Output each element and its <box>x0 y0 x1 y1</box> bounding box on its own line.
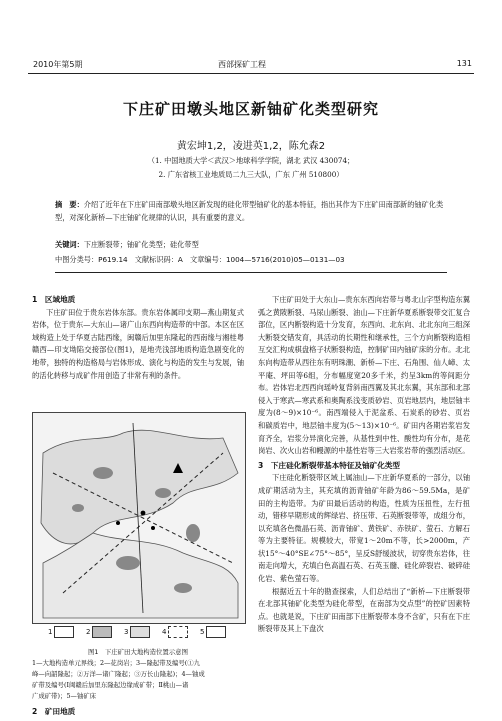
legend-item: 4 <box>162 626 194 638</box>
figure-caption-line: 1—大地构造单元界线；2—花岗岩；3—隆起带及编号(①九 <box>32 659 201 667</box>
keywords <box>55 238 447 251</box>
figure-legend <box>48 626 248 640</box>
legend-item: 2 <box>86 626 118 638</box>
affiliation-1: （1. 中国地质大学＜武汉＞地球科学学院，湖北 武汉 430074； <box>147 156 355 165</box>
running-header <box>0 56 502 70</box>
abstract <box>55 198 447 224</box>
page-number: 131 <box>456 59 472 68</box>
right-paragraph-1: 下庄矿田处于大东山—贵东东西向岩带与粤北山字型构造东翼弧之黄陂断裂、马尿山断裂、油山—下庄新华夏系断裂带交汇复合部位，区内断裂构造十分发育，东西向、北东向、北北东向三组深大断裂交错发育，具活动的长期性和继承性，三个方向断裂构造相互交汇构成棋盘格子状断裂构造，控制矿田内铀矿床的分布。北北东向构造带从西往东有明珠潮、新桥—下庄、石角围、仙人嶂、太平庵、坪田等6组，分布幅度宽20多千米，约呈3km的等间距分布。岩体岩北西西向瑶岭复背斜南西翼及其北东翼，其东部和北部侵入于寒武—寒武系和奥陶系浅变质砂岩、页岩地层内，地层铀丰度为(8～9)×10⁻⁶。南西端侵入于泥盆系、石炭系的砂岩、页岩和碳质岩中，地层铀丰度为(5～13)×10⁻⁶。矿田内各期岩浆岩发育齐全，岩浆分异演化完善，从基性到中性、酸性均有分布，是花岗岩、次火山岩和幔源的中基性岩等三大岩浆岩带的强烈活动区。 <box>258 295 470 456</box>
figure-caption-line: 矿带及编号(Ⅰ闽赣后加里东隆起边缘成矿带；Ⅱ桃山—诸 <box>32 681 189 689</box>
section-1-heading: 1 区域地质 <box>32 295 76 304</box>
section-1-text: 下庄矿田位于贵东岩体东部。贵东岩体属印支期—燕山期复式岩体，位于贵东—大东山—诸广山东西向构造带的中部。本区在区域构造上处于华夏古陆西缘，闽赣后加里东隆起的西南缘与湘桂粤赣西—印支坳陷交接部位(图1)，是地壳浅部地质构造急剧变化的地带，独特的构造格局与岩体形成、演化与构造的发生与发展，铀的活化转移与成矿作用创造了非常有利的条件。 <box>32 307 244 380</box>
journal-issue: 2010年第5期 <box>33 60 83 69</box>
abstract-label: 摘 要： <box>55 200 84 209</box>
figure-caption-title: 图1 下庄矿田大地构造位置示意图 <box>88 648 188 656</box>
section-3-heading: 3 下庄硅化断裂带基本特征及铀矿化类型 <box>258 460 400 470</box>
article-title: 下庄矿田墩头地区新铀矿化类型研究 <box>122 100 379 118</box>
keywords-text: 下庄断裂带；铀矿化类型；硅化带型 <box>83 240 199 249</box>
keywords-label: 关键词： <box>55 240 84 249</box>
affiliation-2: 2. 广东省核工业地质局二九三大队，广东 广州 510800） <box>158 170 344 179</box>
journal-name: 西部探矿工程 <box>218 60 266 69</box>
author-list: 黄宏坤1,2，凌进英1,2，陈允森2 <box>176 141 326 152</box>
left-column <box>32 294 244 382</box>
abstract-text: 介绍了近年在下庄矿田南部墩头地区新发现的硅化带型铀矿化的基本特征，指出其作为下庄矿田南部新的铀矿化类型，对深化新桥—下庄铀矿化规律的认识，具有重要的意义。 <box>55 200 444 222</box>
legend-item: 1 <box>48 626 80 638</box>
right-column <box>258 294 470 636</box>
abstract-rule <box>55 272 447 273</box>
legend-item: 3 <box>124 626 156 638</box>
figure-caption-line: 广成矿带)；5—铀矿床 <box>32 692 97 700</box>
figure-caption <box>32 647 244 702</box>
classification-line: 中图分类号：P619.14 文献标识码：A 文章编号：1004—5716(2010)05—0131—03 <box>55 255 345 264</box>
figure-caption-line: 峰—向韶隆起；②万洋—诸广隆起；③万长山隆起)；4—铀成 <box>32 670 205 678</box>
legend-item: 5 <box>200 626 232 638</box>
right-paragraph-3: 根据近五十年的勘查探索，人们总结出了“新桥—下庄断裂带在北部其铀矿化类型为硅化带型，在南部为交点型”的控矿因素特点。也就是说，下庄矿田南部下庄断裂带本身不含矿，只有在下庄断裂带及其上下盘次 <box>258 586 470 634</box>
section-2-heading: 2 矿田地质 <box>32 707 76 716</box>
header-rule <box>28 73 474 74</box>
figure-1-map <box>32 412 246 624</box>
right-paragraph-2: 下庄硅化断裂带区域上属油山—下庄新华夏系的一部分，以铀成矿期活动为主，其充填的沥青铀矿年龄为86～59.5Ma，是矿田的主构造带。为矿田最后活动的构造，性质为压扭性，左行扭动，错移早期形成的辉绿岩、挤压带、石英断裂带等，成组分布，以充填各色微晶石英、沥青铀矿、黄铁矿、赤铁矿、萤石、方解石等为主要特征。规模较大，带宽1～20m不等，长>2000m，产状15°～40°SE∠75°～85°，呈反S舒缓波状，切穿贵东岩体，往南走向增大，充填白色高温石英、石英玉髓、硅化碎裂岩、破碎硅化岩、紫色萤石等。 <box>258 473 470 584</box>
geologic-map-graphic <box>33 413 245 623</box>
